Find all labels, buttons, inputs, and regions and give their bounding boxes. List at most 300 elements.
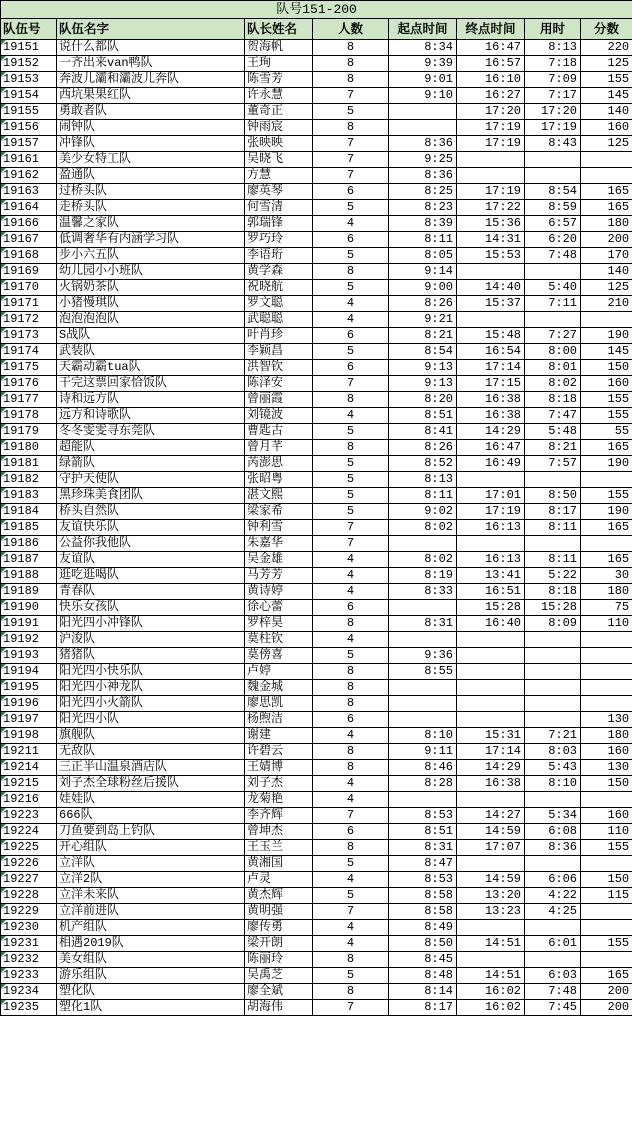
cell-score[interactable] [581, 920, 632, 936]
cell-member-count[interactable]: 4 [313, 216, 389, 232]
cell-member-count[interactable]: 8 [313, 40, 389, 56]
cell-captain[interactable]: 曾月芊 [245, 440, 313, 456]
cell-member-count[interactable]: 6 [313, 232, 389, 248]
cell-team-id[interactable]: 19163 [1, 184, 57, 200]
cell-end-time[interactable]: 14:31 [457, 232, 525, 248]
cell-end-time[interactable] [457, 792, 525, 808]
cell-captain[interactable]: 曾丽霞 [245, 392, 313, 408]
cell-member-count[interactable]: 8 [313, 616, 389, 632]
cell-team-name[interactable]: 绿箭队 [57, 456, 245, 472]
cell-team-id[interactable]: 19181 [1, 456, 57, 472]
cell-team-name[interactable]: 小猪慢琪队 [57, 296, 245, 312]
cell-member-count[interactable]: 5 [313, 968, 389, 984]
cell-start-time[interactable]: 8:39 [389, 216, 457, 232]
cell-score[interactable]: 165 [581, 968, 632, 984]
cell-start-time[interactable]: 8:50 [389, 936, 457, 952]
cell-end-time[interactable] [457, 680, 525, 696]
cell-end-time[interactable] [457, 696, 525, 712]
cell-score[interactable] [581, 648, 632, 664]
cell-end-time[interactable]: 16:47 [457, 440, 525, 456]
cell-duration[interactable]: 8:36 [525, 840, 581, 856]
cell-team-name[interactable]: 一齐出来van鸭队 [57, 56, 245, 72]
cell-team-name[interactable]: 机产组队 [57, 920, 245, 936]
cell-end-time[interactable] [457, 152, 525, 168]
cell-captain[interactable]: 李齐辉 [245, 808, 313, 824]
cell-end-time[interactable]: 16:40 [457, 616, 525, 632]
cell-score[interactable] [581, 680, 632, 696]
cell-team-id[interactable]: 19232 [1, 952, 57, 968]
header-team-name[interactable]: 队伍名字 [57, 19, 245, 40]
cell-score[interactable]: 155 [581, 392, 632, 408]
cell-team-name[interactable]: 青春队 [57, 584, 245, 600]
cell-team-name[interactable]: 远方和诗歌队 [57, 408, 245, 424]
cell-team-id[interactable]: 19228 [1, 888, 57, 904]
cell-team-name[interactable]: 冲锋队 [57, 136, 245, 152]
cell-duration[interactable]: 5:48 [525, 424, 581, 440]
cell-captain[interactable]: 罗梓昊 [245, 616, 313, 632]
cell-duration[interactable]: 8:10 [525, 776, 581, 792]
cell-team-name[interactable]: 火锅奶茶队 [57, 280, 245, 296]
cell-start-time[interactable]: 9:14 [389, 264, 457, 280]
cell-team-id[interactable]: 19154 [1, 88, 57, 104]
cell-captain[interactable]: 黄诗婷 [245, 584, 313, 600]
cell-end-time[interactable]: 17:15 [457, 376, 525, 392]
cell-duration[interactable]: 7:17 [525, 88, 581, 104]
cell-member-count[interactable]: 4 [313, 872, 389, 888]
cell-captain[interactable]: 祝晓航 [245, 280, 313, 296]
cell-start-time[interactable]: 8:26 [389, 296, 457, 312]
cell-member-count[interactable]: 8 [313, 744, 389, 760]
cell-end-time[interactable] [457, 168, 525, 184]
cell-captain[interactable]: 黄杰辉 [245, 888, 313, 904]
cell-captain[interactable]: 罗文聪 [245, 296, 313, 312]
cell-member-count[interactable]: 7 [313, 1000, 389, 1016]
cell-duration[interactable]: 6:01 [525, 936, 581, 952]
cell-duration[interactable]: 6:57 [525, 216, 581, 232]
cell-start-time[interactable] [389, 696, 457, 712]
cell-score[interactable]: 140 [581, 104, 632, 120]
cell-duration[interactable]: 6:08 [525, 824, 581, 840]
cell-end-time[interactable]: 16:38 [457, 408, 525, 424]
cell-start-time[interactable]: 8:05 [389, 248, 457, 264]
cell-start-time[interactable]: 8:53 [389, 808, 457, 824]
cell-team-id[interactable]: 19164 [1, 200, 57, 216]
cell-captain[interactable]: 胡海伟 [245, 1000, 313, 1016]
cell-captain[interactable]: 龙菊艳 [245, 792, 313, 808]
cell-duration[interactable]: 6:03 [525, 968, 581, 984]
cell-member-count[interactable]: 8 [313, 56, 389, 72]
cell-start-time[interactable]: 8:28 [389, 776, 457, 792]
cell-duration[interactable] [525, 312, 581, 328]
cell-duration[interactable]: 8:01 [525, 360, 581, 376]
cell-member-count[interactable]: 7 [313, 152, 389, 168]
cell-member-count[interactable]: 7 [313, 520, 389, 536]
cell-team-id[interactable]: 19191 [1, 616, 57, 632]
cell-member-count[interactable]: 6 [313, 600, 389, 616]
cell-captain[interactable]: 钟利雪 [245, 520, 313, 536]
cell-team-name[interactable]: 幼儿园小小班队 [57, 264, 245, 280]
cell-start-time[interactable]: 8:20 [389, 392, 457, 408]
cell-team-id[interactable]: 19185 [1, 520, 57, 536]
cell-captain[interactable]: 马芳芳 [245, 568, 313, 584]
cell-team-id[interactable]: 19230 [1, 920, 57, 936]
cell-end-time[interactable]: 15:31 [457, 728, 525, 744]
cell-start-time[interactable] [389, 600, 457, 616]
cell-duration[interactable] [525, 856, 581, 872]
cell-member-count[interactable]: 6 [313, 824, 389, 840]
cell-score[interactable]: 190 [581, 456, 632, 472]
cell-team-id[interactable]: 19183 [1, 488, 57, 504]
cell-start-time[interactable]: 9:00 [389, 280, 457, 296]
cell-member-count[interactable]: 4 [313, 728, 389, 744]
cell-start-time[interactable]: 8:11 [389, 232, 457, 248]
cell-score[interactable]: 165 [581, 184, 632, 200]
cell-score[interactable]: 180 [581, 728, 632, 744]
cell-captain[interactable]: 何雪清 [245, 200, 313, 216]
cell-team-name[interactable]: 阳光四小快乐队 [57, 664, 245, 680]
cell-team-id[interactable]: 19172 [1, 312, 57, 328]
cell-duration[interactable]: 17:19 [525, 120, 581, 136]
cell-end-time[interactable] [457, 472, 525, 488]
cell-duration[interactable] [525, 648, 581, 664]
cell-end-time[interactable] [457, 952, 525, 968]
cell-member-count[interactable]: 4 [313, 552, 389, 568]
cell-start-time[interactable]: 8:55 [389, 664, 457, 680]
cell-end-time[interactable]: 17:07 [457, 840, 525, 856]
cell-team-id[interactable]: 19193 [1, 648, 57, 664]
cell-start-time[interactable]: 8:52 [389, 456, 457, 472]
cell-member-count[interactable]: 5 [313, 888, 389, 904]
cell-start-time[interactable]: 8:13 [389, 472, 457, 488]
cell-end-time[interactable]: 15:37 [457, 296, 525, 312]
cell-captain[interactable]: 王婧博 [245, 760, 313, 776]
cell-team-name[interactable]: 阳光四小队 [57, 712, 245, 728]
cell-end-time[interactable]: 16:02 [457, 1000, 525, 1016]
cell-team-id[interactable]: 19175 [1, 360, 57, 376]
cell-team-name[interactable]: 步小六五队 [57, 248, 245, 264]
cell-score[interactable]: 190 [581, 504, 632, 520]
cell-team-id[interactable]: 19196 [1, 696, 57, 712]
header-team-id[interactable]: 队伍号 [1, 19, 57, 40]
cell-score[interactable]: 180 [581, 584, 632, 600]
cell-duration[interactable]: 5:34 [525, 808, 581, 824]
cell-end-time[interactable]: 16:54 [457, 344, 525, 360]
cell-duration[interactable] [525, 680, 581, 696]
cell-member-count[interactable]: 5 [313, 200, 389, 216]
cell-score[interactable]: 145 [581, 88, 632, 104]
cell-team-id[interactable]: 19180 [1, 440, 57, 456]
cell-team-name[interactable]: 阳光四小冲锋队 [57, 616, 245, 632]
cell-team-id[interactable]: 19182 [1, 472, 57, 488]
cell-captain[interactable]: 廖英琴 [245, 184, 313, 200]
cell-duration[interactable]: 4:22 [525, 888, 581, 904]
cell-duration[interactable]: 7:09 [525, 72, 581, 88]
cell-end-time[interactable] [457, 648, 525, 664]
cell-duration[interactable] [525, 712, 581, 728]
cell-team-id[interactable]: 19152 [1, 56, 57, 72]
cell-captain[interactable]: 莫傍喜 [245, 648, 313, 664]
cell-captain[interactable]: 徐心蕾 [245, 600, 313, 616]
cell-start-time[interactable]: 8:14 [389, 984, 457, 1000]
cell-team-name[interactable]: 游乐组队 [57, 968, 245, 984]
header-member-count[interactable]: 人数 [313, 19, 389, 40]
cell-duration[interactable]: 8:18 [525, 584, 581, 600]
cell-score[interactable] [581, 664, 632, 680]
cell-team-name[interactable]: 走桥头队 [57, 200, 245, 216]
cell-duration[interactable] [525, 264, 581, 280]
cell-captain[interactable]: 杨煦洁 [245, 712, 313, 728]
cell-score[interactable]: 155 [581, 840, 632, 856]
cell-duration[interactable] [525, 696, 581, 712]
cell-start-time[interactable]: 8:46 [389, 760, 457, 776]
cell-team-id[interactable]: 19167 [1, 232, 57, 248]
cell-score[interactable]: 170 [581, 248, 632, 264]
cell-team-name[interactable]: 立洋2队 [57, 872, 245, 888]
cell-score[interactable] [581, 168, 632, 184]
cell-end-time[interactable]: 13:20 [457, 888, 525, 904]
cell-score[interactable] [581, 152, 632, 168]
cell-score[interactable] [581, 904, 632, 920]
cell-duration[interactable]: 7:11 [525, 296, 581, 312]
cell-end-time[interactable]: 17:01 [457, 488, 525, 504]
cell-captain[interactable]: 朱嘉华 [245, 536, 313, 552]
cell-score[interactable]: 30 [581, 568, 632, 584]
cell-duration[interactable]: 8:17 [525, 504, 581, 520]
cell-member-count[interactable]: 4 [313, 312, 389, 328]
cell-captain[interactable]: 黄明强 [245, 904, 313, 920]
cell-duration[interactable]: 7:47 [525, 408, 581, 424]
cell-captain[interactable]: 曾坤杰 [245, 824, 313, 840]
cell-captain[interactable]: 廖思凯 [245, 696, 313, 712]
cell-member-count[interactable]: 5 [313, 248, 389, 264]
cell-score[interactable] [581, 632, 632, 648]
cell-score[interactable]: 165 [581, 552, 632, 568]
cell-team-name[interactable]: 美少女特工队 [57, 152, 245, 168]
cell-end-time[interactable]: 17:19 [457, 184, 525, 200]
cell-captain[interactable]: 许碧云 [245, 744, 313, 760]
cell-member-count[interactable]: 5 [313, 856, 389, 872]
cell-member-count[interactable]: 6 [313, 712, 389, 728]
cell-end-time[interactable]: 16:51 [457, 584, 525, 600]
cell-member-count[interactable]: 4 [313, 632, 389, 648]
cell-team-id[interactable]: 19187 [1, 552, 57, 568]
cell-end-time[interactable]: 17:22 [457, 200, 525, 216]
cell-team-name[interactable]: 立洋前进队 [57, 904, 245, 920]
cell-captain[interactable]: 吴禹芝 [245, 968, 313, 984]
cell-start-time[interactable]: 8:31 [389, 616, 457, 632]
cell-team-name[interactable]: 逛吃逛喝队 [57, 568, 245, 584]
cell-team-id[interactable]: 19214 [1, 760, 57, 776]
header-score[interactable]: 分数 [581, 19, 632, 40]
cell-start-time[interactable] [389, 632, 457, 648]
cell-team-name[interactable]: 立洋队 [57, 856, 245, 872]
cell-team-id[interactable]: 19156 [1, 120, 57, 136]
cell-member-count[interactable]: 7 [313, 536, 389, 552]
cell-score[interactable]: 125 [581, 280, 632, 296]
cell-end-time[interactable]: 13:23 [457, 904, 525, 920]
cell-team-id[interactable]: 19229 [1, 904, 57, 920]
cell-team-name[interactable]: 冬冬雯雯寻东莞队 [57, 424, 245, 440]
cell-team-name[interactable]: 塑化1队 [57, 1000, 245, 1016]
cell-captain[interactable]: 梁家希 [245, 504, 313, 520]
cell-start-time[interactable]: 8:53 [389, 872, 457, 888]
cell-score[interactable] [581, 536, 632, 552]
cell-duration[interactable] [525, 632, 581, 648]
cell-start-time[interactable]: 8:48 [389, 968, 457, 984]
cell-start-time[interactable]: 8:31 [389, 840, 457, 856]
cell-start-time[interactable]: 8:47 [389, 856, 457, 872]
cell-member-count[interactable]: 4 [313, 776, 389, 792]
cell-start-time[interactable]: 9:13 [389, 360, 457, 376]
cell-member-count[interactable]: 8 [313, 696, 389, 712]
cell-member-count[interactable]: 7 [313, 376, 389, 392]
cell-end-time[interactable]: 17:14 [457, 360, 525, 376]
cell-end-time[interactable]: 16:38 [457, 776, 525, 792]
cell-team-name[interactable]: 奔波儿灞和灞波儿奔队 [57, 72, 245, 88]
cell-start-time[interactable]: 9:13 [389, 376, 457, 392]
cell-end-time[interactable]: 17:19 [457, 504, 525, 520]
cell-start-time[interactable]: 9:36 [389, 648, 457, 664]
cell-captain[interactable]: 武聪聪 [245, 312, 313, 328]
cell-team-name[interactable]: 美女组队 [57, 952, 245, 968]
cell-captain[interactable]: 洪智钦 [245, 360, 313, 376]
cell-start-time[interactable]: 8:33 [389, 584, 457, 600]
cell-team-id[interactable]: 19173 [1, 328, 57, 344]
cell-team-id[interactable]: 19177 [1, 392, 57, 408]
cell-start-time[interactable]: 8:51 [389, 408, 457, 424]
header-start-time[interactable]: 起点时间 [389, 19, 457, 40]
cell-captain[interactable]: 刘子杰 [245, 776, 313, 792]
cell-member-count[interactable]: 5 [313, 104, 389, 120]
cell-score[interactable]: 150 [581, 872, 632, 888]
cell-duration[interactable]: 8:21 [525, 440, 581, 456]
cell-duration[interactable]: 7:18 [525, 56, 581, 72]
cell-end-time[interactable]: 16:02 [457, 984, 525, 1000]
cell-team-name[interactable]: 闹钟队 [57, 120, 245, 136]
cell-team-name[interactable]: 勇敢者队 [57, 104, 245, 120]
cell-team-id[interactable]: 19211 [1, 744, 57, 760]
cell-captain[interactable]: 郭瑞锋 [245, 216, 313, 232]
cell-member-count[interactable]: 5 [313, 648, 389, 664]
cell-duration[interactable]: 17:20 [525, 104, 581, 120]
cell-team-name[interactable]: 超能队 [57, 440, 245, 456]
cell-captain[interactable]: 湛文熙 [245, 488, 313, 504]
cell-end-time[interactable] [457, 536, 525, 552]
cell-member-count[interactable]: 5 [313, 488, 389, 504]
cell-member-count[interactable]: 6 [313, 184, 389, 200]
cell-start-time[interactable]: 8:02 [389, 552, 457, 568]
cell-captain[interactable]: 方慧 [245, 168, 313, 184]
cell-duration[interactable] [525, 664, 581, 680]
cell-start-time[interactable]: 8:34 [389, 40, 457, 56]
cell-member-count[interactable]: 6 [313, 328, 389, 344]
cell-score[interactable] [581, 952, 632, 968]
cell-score[interactable]: 200 [581, 232, 632, 248]
cell-end-time[interactable] [457, 712, 525, 728]
cell-duration[interactable]: 7:57 [525, 456, 581, 472]
cell-score[interactable]: 160 [581, 808, 632, 824]
cell-score[interactable]: 200 [581, 1000, 632, 1016]
cell-team-name[interactable]: 猪猪队 [57, 648, 245, 664]
cell-captain[interactable]: 吴金雄 [245, 552, 313, 568]
cell-member-count[interactable]: 4 [313, 568, 389, 584]
cell-score[interactable]: 125 [581, 56, 632, 72]
cell-end-time[interactable]: 16:57 [457, 56, 525, 72]
cell-team-id[interactable]: 19161 [1, 152, 57, 168]
cell-duration[interactable]: 8:02 [525, 376, 581, 392]
cell-captain[interactable]: 芮澎思 [245, 456, 313, 472]
cell-member-count[interactable]: 4 [313, 408, 389, 424]
cell-duration[interactable]: 8:59 [525, 200, 581, 216]
cell-team-name[interactable]: 娃娃队 [57, 792, 245, 808]
cell-team-name[interactable]: 天霸动霸tua队 [57, 360, 245, 376]
cell-member-count[interactable]: 8 [313, 120, 389, 136]
cell-team-id[interactable]: 19216 [1, 792, 57, 808]
cell-duration[interactable]: 7:27 [525, 328, 581, 344]
cell-score[interactable]: 180 [581, 216, 632, 232]
cell-member-count[interactable]: 5 [313, 344, 389, 360]
cell-score[interactable]: 130 [581, 712, 632, 728]
cell-team-name[interactable]: 温馨之家队 [57, 216, 245, 232]
cell-score[interactable]: 145 [581, 344, 632, 360]
cell-start-time[interactable] [389, 712, 457, 728]
cell-captain[interactable]: 王玉兰 [245, 840, 313, 856]
cell-captain[interactable]: 陈丽玲 [245, 952, 313, 968]
cell-captain[interactable]: 卢灵 [245, 872, 313, 888]
cell-end-time[interactable] [457, 856, 525, 872]
cell-duration[interactable]: 8:54 [525, 184, 581, 200]
cell-end-time[interactable]: 16:13 [457, 552, 525, 568]
cell-end-time[interactable]: 15:36 [457, 216, 525, 232]
cell-team-id[interactable]: 19166 [1, 216, 57, 232]
cell-captain[interactable]: 贺海帆 [245, 40, 313, 56]
cell-team-name[interactable]: 诗和远方队 [57, 392, 245, 408]
cell-team-name[interactable]: 刘子杰全球粉丝后援队 [57, 776, 245, 792]
cell-start-time[interactable] [389, 792, 457, 808]
cell-score[interactable]: 160 [581, 376, 632, 392]
cell-member-count[interactable]: 5 [313, 280, 389, 296]
cell-team-id[interactable]: 19157 [1, 136, 57, 152]
cell-member-count[interactable]: 7 [313, 904, 389, 920]
cell-team-name[interactable]: 快乐女孩队 [57, 600, 245, 616]
cell-team-name[interactable]: 说什么都队 [57, 40, 245, 56]
cell-captain[interactable]: 董奇正 [245, 104, 313, 120]
cell-captain[interactable]: 刘镜波 [245, 408, 313, 424]
cell-team-id[interactable]: 19198 [1, 728, 57, 744]
cell-team-name[interactable]: 公益你我他队 [57, 536, 245, 552]
cell-captain[interactable]: 罗巧玲 [245, 232, 313, 248]
cell-team-name[interactable]: 西坑果果红队 [57, 88, 245, 104]
cell-team-name[interactable]: 武装队 [57, 344, 245, 360]
cell-score[interactable]: 150 [581, 776, 632, 792]
cell-team-id[interactable]: 19176 [1, 376, 57, 392]
cell-team-id[interactable]: 19155 [1, 104, 57, 120]
cell-duration[interactable] [525, 472, 581, 488]
cell-team-name[interactable]: S战队 [57, 328, 245, 344]
cell-team-id[interactable]: 19224 [1, 824, 57, 840]
cell-captain[interactable]: 卢婷 [245, 664, 313, 680]
cell-score[interactable]: 155 [581, 72, 632, 88]
cell-score[interactable]: 160 [581, 744, 632, 760]
cell-captain[interactable]: 莫柱钦 [245, 632, 313, 648]
header-captain[interactable]: 队长姓名 [245, 19, 313, 40]
cell-end-time[interactable]: 14:29 [457, 760, 525, 776]
cell-end-time[interactable]: 14:29 [457, 424, 525, 440]
cell-team-id[interactable]: 19195 [1, 680, 57, 696]
cell-captain[interactable]: 许永慧 [245, 88, 313, 104]
cell-score[interactable]: 150 [581, 360, 632, 376]
cell-duration[interactable]: 8:18 [525, 392, 581, 408]
